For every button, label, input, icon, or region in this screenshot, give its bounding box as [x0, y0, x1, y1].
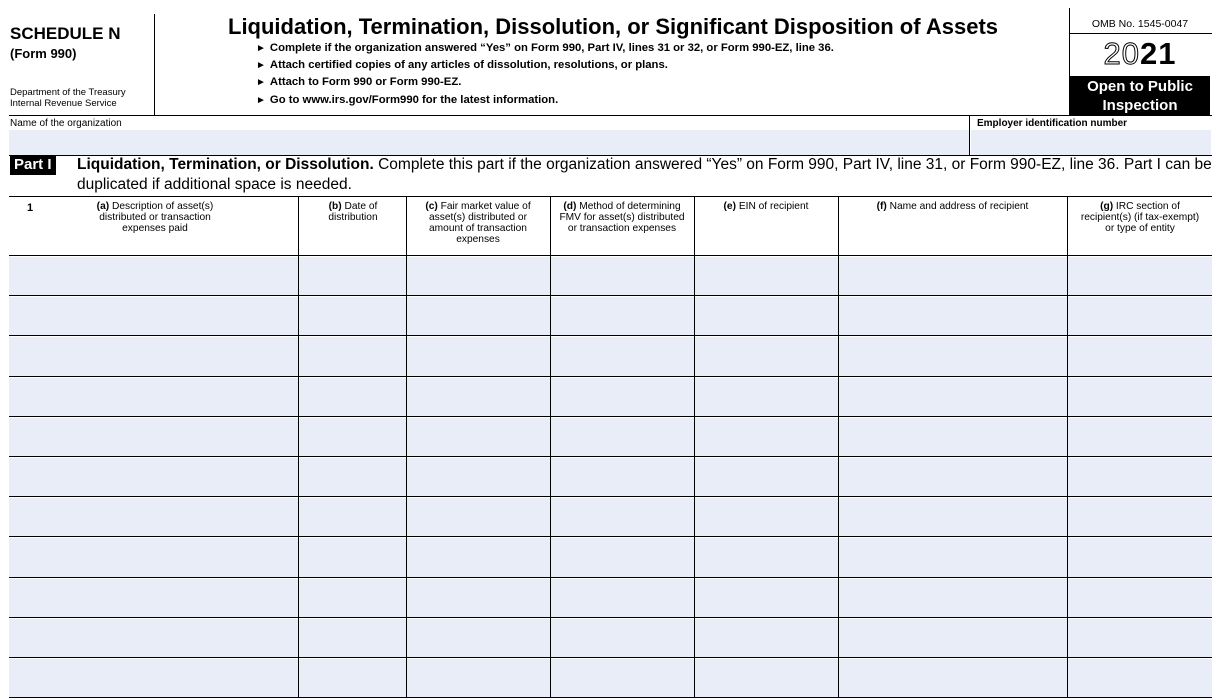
table-cell[interactable] [839, 378, 1067, 416]
table-cell[interactable] [839, 458, 1067, 496]
table-cell[interactable] [695, 337, 838, 375]
table-cell[interactable] [551, 458, 694, 496]
table-cell[interactable] [407, 418, 550, 456]
table-cell[interactable] [551, 378, 694, 416]
irs-name: Internal Revenue Service [10, 98, 117, 109]
table-header-rule [9, 255, 1212, 256]
part-heading-text: Complete this part if the organization answered “Yes” on Form 990, Part IV, line 31, or Form 990-EZ, line 36. Part I can be duplicated if additional space is needed. [77, 156, 1212, 193]
table-cell[interactable] [1068, 579, 1212, 617]
table-cell[interactable] [695, 619, 838, 657]
column-letter: (b) [328, 201, 342, 212]
table-cell[interactable] [695, 378, 838, 416]
table-cell[interactable] [407, 659, 550, 697]
table-cell[interactable] [9, 619, 298, 657]
table-cell[interactable] [839, 579, 1067, 617]
table-cell[interactable] [407, 538, 550, 576]
header-bottom-rule [9, 115, 1212, 116]
table-cell[interactable] [695, 257, 838, 295]
table-cell[interactable] [9, 378, 298, 416]
table-cell[interactable] [299, 659, 406, 697]
omb-divider [1069, 33, 1212, 34]
year-prefix: 20 [1103, 36, 1140, 71]
instruction-line [256, 42, 834, 54]
instruction-line [256, 59, 668, 71]
table-cell[interactable] [839, 619, 1067, 657]
table-cell[interactable] [695, 659, 838, 697]
table-cell[interactable] [839, 418, 1067, 456]
column-letter: (d) [563, 201, 577, 212]
row-rule [9, 496, 1212, 497]
table-cell[interactable] [1068, 337, 1212, 375]
tax-year [1070, 36, 1210, 72]
table-cell[interactable] [839, 659, 1067, 697]
table-cell[interactable] [839, 498, 1067, 536]
column-text: Description of asset(s) distributed or transaction expenses paid [99, 201, 214, 234]
org-name-field[interactable] [9, 130, 969, 155]
form-title: Liquidation, Termination, Dissolution, or Significant Disposition of Assets [228, 14, 999, 39]
table-cell[interactable] [299, 458, 406, 496]
column-header-b [306, 201, 400, 223]
column-letter: (a) [96, 201, 110, 212]
row-rule [9, 335, 1212, 336]
part-label: Part I [10, 155, 56, 175]
column-header-g [1076, 201, 1204, 234]
table-cell[interactable] [695, 538, 838, 576]
table-cell[interactable] [9, 458, 298, 496]
column-text: Fair market value of asset(s) distributed or amount of transaction expenses [429, 201, 531, 245]
table-cell[interactable] [9, 659, 298, 697]
table-cell[interactable] [695, 297, 838, 335]
table-cell[interactable] [1068, 659, 1212, 697]
column-header-a [80, 201, 230, 234]
part-heading-title: Liquidation, Termination, or Dissolution. [77, 156, 374, 173]
line-number: 1 [27, 202, 34, 214]
table-cell[interactable] [695, 579, 838, 617]
table-cell[interactable] [695, 418, 838, 456]
arrow-icon: ► [256, 43, 266, 54]
omb-number: OMB No. 1545-0047 [1091, 18, 1189, 30]
table-cell[interactable] [407, 257, 550, 295]
table-cell[interactable] [299, 538, 406, 576]
table-cell[interactable] [299, 498, 406, 536]
table-cell[interactable] [1068, 498, 1212, 536]
column-letter: (c) [425, 201, 438, 212]
table-cell[interactable] [1068, 297, 1212, 335]
part-heading [77, 155, 1212, 195]
table-cell[interactable] [9, 297, 298, 335]
table-cell[interactable] [839, 257, 1067, 295]
table-cell[interactable] [407, 619, 550, 657]
table-cell[interactable] [407, 498, 550, 536]
column-header-f [845, 201, 1060, 212]
table-cell[interactable] [407, 458, 550, 496]
column-text: Method of determining FMV for asset(s) distributed or transaction expenses [559, 201, 685, 234]
column-text: IRC section of recipient(s) (if tax-exempt) or type of entity [1080, 201, 1200, 234]
instruction-text: Attach to Form 990 or Form 990-EZ. [269, 76, 462, 88]
table-cell[interactable] [299, 619, 406, 657]
part-rule [9, 196, 1212, 197]
table-cell[interactable] [9, 579, 298, 617]
column-text: Date of distribution [328, 201, 378, 223]
table-cell[interactable] [551, 579, 694, 617]
table-cell[interactable] [9, 538, 298, 576]
table-cell[interactable] [407, 378, 550, 416]
table-cell[interactable] [695, 498, 838, 536]
instruction-line [256, 76, 461, 88]
table-cell[interactable] [407, 337, 550, 375]
column-text: EIN of recipient [735, 201, 809, 212]
form-number: (Form 990) [10, 46, 77, 61]
row-rule [9, 295, 1212, 296]
table-cell[interactable] [1068, 378, 1212, 416]
open-to-public-badge [1070, 76, 1210, 115]
table-cell[interactable] [1068, 257, 1212, 295]
row-rule [9, 657, 1212, 658]
table-cell[interactable] [1068, 538, 1212, 576]
column-header-e [700, 201, 832, 212]
table-cell[interactable] [407, 297, 550, 335]
table-cell[interactable] [551, 659, 694, 697]
year-suffix: 21 [1140, 36, 1177, 71]
table-cell[interactable] [551, 498, 694, 536]
table-cell[interactable] [551, 337, 694, 375]
ein-label: Employer identification number [977, 118, 1128, 129]
table-cell[interactable] [839, 297, 1067, 335]
table-cell[interactable] [407, 579, 550, 617]
org-name-label: Name of the organization [10, 118, 122, 129]
table-cell[interactable] [839, 337, 1067, 375]
arrow-icon: ► [256, 95, 266, 106]
department-name: Department of the Treasury [10, 87, 126, 98]
table-cell[interactable] [299, 297, 406, 335]
row-rule [9, 536, 1212, 537]
row-rule [9, 456, 1212, 457]
table-cell[interactable] [551, 538, 694, 576]
table-cell[interactable] [9, 337, 298, 375]
table-cell[interactable] [9, 257, 298, 295]
table-cell[interactable] [299, 378, 406, 416]
instruction-text: Attach certified copies of any articles of dissolution, resolutions, or plans. [269, 59, 668, 71]
badge-line-1: Open to Public [1087, 78, 1193, 95]
table-cell[interactable] [1068, 458, 1212, 496]
table-cell[interactable] [9, 498, 298, 536]
column-text: Name and address of recipient [886, 201, 1029, 212]
column-letter: (g) [1100, 201, 1114, 212]
table-cell[interactable] [839, 538, 1067, 576]
schedule-title: SCHEDULE N [10, 24, 121, 43]
table-cell[interactable] [551, 297, 694, 335]
header-divider-left [154, 14, 155, 115]
table-cell[interactable] [551, 619, 694, 657]
instruction-text: Complete if the organization answered “Yes” on Form 990, Part IV, lines 31 or 32, or Form 990-EZ, line 36. [269, 42, 834, 54]
instruction-text: Go to www.irs.gov/Form990 for the latest information. [269, 94, 559, 106]
table-cell[interactable] [299, 337, 406, 375]
column-letter: (f) [876, 201, 887, 212]
table-cell[interactable] [551, 257, 694, 295]
table-cell[interactable] [9, 418, 298, 456]
table-cell[interactable] [1068, 619, 1212, 657]
column-header-c [412, 201, 544, 245]
table-cell[interactable] [1068, 418, 1212, 456]
instruction-line [256, 94, 558, 106]
table-cell[interactable] [299, 579, 406, 617]
column-letter: (e) [723, 201, 736, 212]
badge-line-2: Inspection [1102, 97, 1178, 114]
table-cell[interactable] [551, 418, 694, 456]
name-ein-divider [969, 115, 970, 155]
table-cell[interactable] [299, 418, 406, 456]
table-cell[interactable] [299, 257, 406, 295]
ein-field[interactable] [971, 130, 1211, 155]
arrow-icon: ► [256, 60, 266, 71]
table-cell[interactable] [695, 458, 838, 496]
arrow-icon: ► [256, 77, 266, 88]
column-header-d [556, 201, 688, 234]
